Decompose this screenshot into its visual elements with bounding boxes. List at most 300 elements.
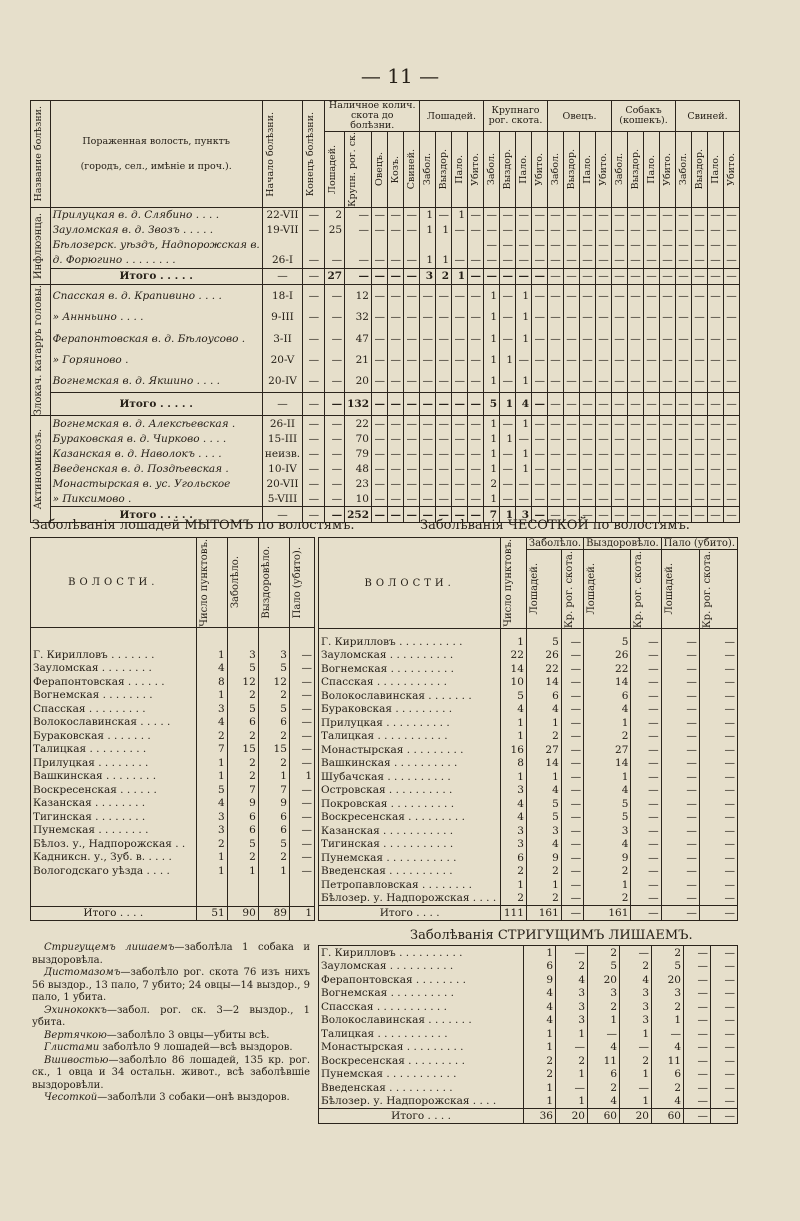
cell-g: —	[388, 416, 404, 432]
cell-empty: —	[708, 371, 724, 393]
cell-empty: —	[724, 238, 740, 253]
cell: 1	[524, 946, 556, 960]
cell-empty: —	[644, 416, 660, 432]
vol-name: Тигинская . . . . . . . . . . .	[319, 838, 501, 852]
vol-name: Казанская . . . . . . . . . . .	[319, 824, 501, 838]
header-sub	[452, 132, 468, 208]
cell: 1	[501, 770, 527, 784]
cell: 3	[652, 987, 684, 1001]
cell-cz: 1	[484, 328, 500, 349]
cell: 5	[652, 960, 684, 974]
cell-cu: —	[532, 393, 548, 416]
vol-name: Воскресенская . . . . . .	[31, 783, 197, 797]
cell: 27	[584, 743, 631, 757]
cell: 3	[526, 824, 561, 838]
cell: —	[631, 770, 661, 784]
cell-empty: —	[548, 416, 564, 432]
note	[32, 1005, 310, 1030]
ches-sub-label: Кр. рог. скота.	[563, 550, 575, 628]
cell: 2	[227, 689, 258, 703]
cell: 3	[501, 838, 527, 852]
cell-hu	[468, 238, 484, 253]
cell-empty: —	[564, 349, 580, 370]
vol-name: Спасская . . . . . . . . . . .	[319, 676, 501, 690]
cell: —	[699, 784, 737, 798]
cell-empty: —	[612, 349, 628, 370]
cell-h: —	[325, 461, 345, 476]
notes	[32, 942, 310, 1105]
cell-h: —	[325, 306, 345, 327]
start: 15-III	[262, 431, 302, 446]
place: Прилуцкая в. д. Слябино . . . .	[50, 207, 262, 223]
cell: —	[561, 676, 583, 690]
vol-name: Островская . . . . . . . . . .	[319, 784, 501, 798]
note-text: —заболѣло 86 лошадей, 135 кр. рог. ск., 1 овца и 34 остальн. живот., всѣ заболѣвшіе выздоровѣли.	[32, 1054, 310, 1091]
total-label: Итого . . . . .	[50, 507, 262, 523]
total-cell: 51	[196, 906, 227, 921]
table-row	[31, 864, 315, 878]
cell: 7	[258, 783, 289, 797]
cell-empty: —	[692, 223, 708, 238]
total-row	[31, 906, 315, 921]
cell: —	[631, 730, 661, 744]
cell-empty: —	[612, 416, 628, 432]
header-sub-label: Выздор.	[566, 149, 577, 190]
start: 26-II	[262, 416, 302, 432]
cell-cv: 1	[500, 431, 516, 446]
cell-s: —	[372, 223, 388, 238]
cell: —	[699, 716, 737, 730]
cell: 10	[501, 676, 527, 690]
cell-empty: —	[548, 431, 564, 446]
cell-hp: 1	[452, 207, 468, 223]
header-sub-label: Пало.	[518, 155, 529, 184]
total-row	[319, 906, 738, 921]
cell: —	[661, 770, 699, 784]
header-sub	[660, 132, 676, 208]
cell: 6	[258, 716, 289, 730]
cell-cu: —	[532, 476, 548, 491]
cell-cv: —	[500, 268, 516, 284]
vol-name: Г. Кирилловъ . . . . . . . . . .	[319, 635, 501, 649]
cell-g: —	[388, 476, 404, 491]
page-number: — 11 —	[360, 64, 440, 88]
total-row	[31, 393, 740, 416]
cell-empty: —	[580, 393, 596, 416]
total-cell: 1	[289, 906, 314, 921]
cell: 5	[196, 783, 227, 797]
cell-empty: —	[612, 223, 628, 238]
cell: 5	[258, 837, 289, 851]
table-row	[319, 797, 738, 811]
cell-cv: —	[500, 416, 516, 432]
cell-c: —	[345, 207, 372, 223]
vol-name: Волокославинская . . . . .	[31, 716, 197, 730]
cell: 3	[620, 1014, 652, 1028]
cell-empty: —	[676, 268, 692, 284]
cell-empty: —	[660, 507, 676, 523]
cell-c: 10	[345, 491, 372, 507]
cell: —	[561, 838, 583, 852]
cell: 27	[526, 743, 561, 757]
header-sheep: Овецъ.	[548, 101, 612, 132]
cell: —	[684, 960, 711, 974]
vol-name: Монастырская . . . . . . . . .	[319, 1041, 524, 1055]
cell-h: —	[325, 371, 345, 393]
cell-empty: —	[724, 446, 740, 461]
cell-g: —	[388, 268, 404, 284]
cell: —	[631, 892, 661, 906]
cell-hu: —	[468, 491, 484, 507]
vol-name: Введенская . . . . . . . . . .	[319, 1081, 524, 1095]
cell-g: —	[388, 223, 404, 238]
cell-cu: —	[532, 306, 548, 327]
cell-hu: —	[468, 446, 484, 461]
cell: —	[710, 1041, 737, 1055]
cell: 1	[196, 756, 227, 770]
header-avail-sub	[325, 132, 345, 208]
vol-name: Пунемская . . . . . . . .	[31, 824, 197, 838]
cell-c: 20	[345, 371, 372, 393]
cell-s: —	[372, 393, 388, 416]
cell: 3	[556, 987, 588, 1001]
header-sub	[548, 132, 564, 208]
cell: —	[699, 743, 737, 757]
cell-empty: —	[564, 476, 580, 491]
cell-empty: —	[564, 284, 580, 306]
cell: 5	[227, 702, 258, 716]
cell-empty: —	[676, 328, 692, 349]
cell-empty: —	[660, 431, 676, 446]
cell-empty: —	[564, 253, 580, 269]
cell-cv: 1	[500, 349, 516, 370]
cell: 2	[258, 729, 289, 743]
cell: 22	[526, 662, 561, 676]
cell-cz: 1	[484, 416, 500, 432]
cell: —	[289, 689, 314, 703]
cell-p: —	[404, 306, 420, 327]
cell-cp: —	[516, 349, 532, 370]
cell-empty: —	[708, 461, 724, 476]
table-row	[31, 238, 740, 253]
cell-s: —	[372, 253, 388, 269]
cell-c: 23	[345, 476, 372, 491]
cell: 4	[524, 987, 556, 1001]
cell-cz: 5	[484, 393, 500, 416]
myt-header-count: Число пунктовъ.	[198, 538, 210, 627]
note	[32, 1092, 310, 1105]
cell-c: —	[345, 253, 372, 269]
cell-empty: —	[692, 491, 708, 507]
header-sub-label: Убито.	[534, 152, 545, 186]
cell: —	[710, 1014, 737, 1028]
cell-cp: 1	[516, 306, 532, 327]
cell: 2	[588, 1000, 620, 1014]
cell: —	[699, 838, 737, 852]
cell: —	[631, 662, 661, 676]
cell-empty: —	[708, 284, 724, 306]
cell: 4	[524, 1000, 556, 1014]
table-row	[31, 446, 740, 461]
cell-hv: 2	[436, 268, 452, 284]
cell-empty: —	[548, 207, 564, 223]
cell: —	[661, 784, 699, 798]
cell: —	[661, 689, 699, 703]
cell-empty: —	[724, 349, 740, 370]
cell: —	[684, 1095, 711, 1109]
cell-empty: —	[692, 476, 708, 491]
note-name: Вшивостью	[44, 1054, 109, 1066]
cell-empty: —	[596, 416, 612, 432]
cell: —	[699, 878, 737, 892]
cell: —	[699, 892, 737, 906]
table-row	[319, 1095, 738, 1109]
header-sub	[484, 132, 500, 208]
start: 10-IV	[262, 461, 302, 476]
header-sub	[500, 132, 516, 208]
note-text: —заболѣло 3 овцы—убиты всѣ.	[106, 1029, 270, 1041]
cell-hp: —	[452, 446, 468, 461]
table-row	[319, 784, 738, 798]
cell: —	[661, 716, 699, 730]
cell-empty: —	[676, 431, 692, 446]
cell-empty: —	[724, 268, 740, 284]
cell: 6	[258, 810, 289, 824]
cell: 6	[501, 851, 527, 865]
lishay-table	[318, 945, 738, 1124]
cell: —	[661, 878, 699, 892]
cell: —	[561, 770, 583, 784]
total-label: Итого . . . . .	[50, 268, 262, 284]
cell: —	[556, 946, 588, 960]
cell: 6	[227, 810, 258, 824]
cell-p: —	[404, 268, 420, 284]
header-sub-label: Убито.	[662, 152, 673, 186]
end: —	[303, 223, 325, 238]
cell-g: —	[388, 306, 404, 327]
cell-cv: —	[500, 371, 516, 393]
cell-c: 132	[345, 393, 372, 416]
cell-empty: —	[708, 507, 724, 523]
cell-c: 12	[345, 284, 372, 306]
end: —	[303, 446, 325, 461]
cell: 2	[526, 730, 561, 744]
cell-hv: —	[436, 306, 452, 327]
cell-cz: 1	[484, 306, 500, 327]
end: —	[303, 491, 325, 507]
cell-empty: —	[564, 507, 580, 523]
table-row	[31, 371, 740, 393]
cell-empty: —	[628, 416, 644, 432]
cell-h	[325, 238, 345, 253]
cell: —	[684, 946, 711, 960]
cell-empty: —	[708, 491, 724, 507]
cell: 9	[227, 797, 258, 811]
ches-sub-label: Лошадей.	[528, 563, 540, 615]
cell-cv: —	[500, 284, 516, 306]
cell-empty: —	[612, 207, 628, 223]
cell-empty: —	[628, 207, 644, 223]
cell: —	[699, 689, 737, 703]
place: Бѣлозерск. уѣздъ, Надпорожская в.	[50, 238, 262, 253]
cell: 2	[556, 960, 588, 974]
vol-name: Вогнемская . . . . . . . . . .	[319, 987, 524, 1001]
cell-empty: —	[596, 207, 612, 223]
total-cell: —	[561, 906, 583, 921]
cell-empty: —	[692, 431, 708, 446]
cell: —	[561, 811, 583, 825]
cell: —	[699, 811, 737, 825]
cell: 2	[526, 865, 561, 879]
cell-cu: —	[532, 349, 548, 370]
disease-name	[31, 207, 51, 284]
cell: 14	[526, 757, 561, 771]
cell: 6	[258, 824, 289, 838]
cell: 4	[588, 1095, 620, 1109]
cell-cz: 1	[484, 446, 500, 461]
cell-s	[372, 238, 388, 253]
cell: —	[684, 1014, 711, 1028]
ches-header-rec: Выздоровѣло.	[584, 538, 662, 550]
cell: 8	[196, 675, 227, 689]
cell-cv: —	[500, 207, 516, 223]
cell-hv: —	[436, 461, 452, 476]
cell-hu: —	[468, 207, 484, 223]
cell: —	[631, 689, 661, 703]
header-sub	[580, 132, 596, 208]
cell-empty: —	[644, 328, 660, 349]
header-start: Начало болѣзни.	[264, 111, 276, 197]
ches-header-dead: Пало (убито).	[661, 538, 737, 550]
cell: 12	[227, 675, 258, 689]
cell-empty: —	[580, 284, 596, 306]
table-row	[319, 865, 738, 879]
cell-empty: —	[660, 371, 676, 393]
table-row	[319, 676, 738, 690]
cell-hz: —	[420, 349, 436, 370]
cell: 2	[652, 946, 684, 960]
cell: —	[289, 675, 314, 689]
end: —	[303, 371, 325, 393]
cell-cp: —	[516, 223, 532, 238]
cell-hz: —	[420, 491, 436, 507]
cell-empty: —	[724, 476, 740, 491]
cell-empty: —	[644, 253, 660, 269]
header-sub	[420, 132, 436, 208]
cell: 4	[196, 797, 227, 811]
cell-empty: —	[660, 268, 676, 284]
cell-hp: —	[452, 431, 468, 446]
cell-hv: —	[436, 371, 452, 393]
cell: —	[289, 783, 314, 797]
cell-cv: —	[500, 306, 516, 327]
cell: —	[684, 987, 711, 1001]
cell-cz: —	[484, 223, 500, 238]
cell-cz: —	[484, 253, 500, 269]
cell: 16	[501, 743, 527, 757]
cell: 20	[652, 973, 684, 987]
note	[32, 1042, 310, 1055]
cell-empty: —	[724, 207, 740, 223]
cell-empty: —	[596, 268, 612, 284]
cell-empty: —	[564, 431, 580, 446]
cell: 2	[258, 756, 289, 770]
cell-hv: 1	[436, 223, 452, 238]
cell-p: —	[404, 393, 420, 416]
cell: —	[661, 757, 699, 771]
cell-empty: —	[692, 393, 708, 416]
cell-h: —	[325, 393, 345, 416]
cell-hu: —	[468, 284, 484, 306]
cell-empty: —	[708, 238, 724, 253]
cell-cu: —	[532, 238, 548, 253]
vol-name: Зауломская . . . . . . . .	[31, 662, 197, 676]
table-row	[31, 729, 315, 743]
cell-empty: —	[660, 253, 676, 269]
cell-empty: —	[708, 253, 724, 269]
cell-s: —	[372, 371, 388, 393]
cell-h: —	[325, 431, 345, 446]
cell-cv: —	[500, 328, 516, 349]
cell-s: —	[372, 416, 388, 432]
cell-empty: —	[612, 393, 628, 416]
vol-name: Спасская . . . . . . . . . . .	[319, 1000, 524, 1014]
cell: —	[661, 662, 699, 676]
header-sub	[612, 132, 628, 208]
cell: —	[661, 649, 699, 663]
cell-hp: —	[452, 393, 468, 416]
table-row	[31, 223, 740, 238]
cell-empty: —	[676, 461, 692, 476]
cell: —	[710, 960, 737, 974]
cell: 2	[584, 865, 631, 879]
cell: 2	[227, 770, 258, 784]
cell-s: —	[372, 491, 388, 507]
note-name: Чесоткой	[44, 1092, 98, 1103]
vol-name: Спасская . . . . . . . . .	[31, 702, 197, 716]
header-pigs: Свиней.	[676, 101, 740, 132]
cell: —	[561, 797, 583, 811]
table-row	[319, 757, 738, 771]
cell-empty: —	[660, 238, 676, 253]
header-avail-sub-label: Овецъ.	[374, 152, 385, 187]
myt-header-dead: Пало (убито).	[291, 546, 303, 619]
cell-empty: —	[692, 268, 708, 284]
header-sub-label: Пало.	[582, 155, 593, 184]
cell-empty: —	[612, 491, 628, 507]
ches-sub-label: Лошадей.	[663, 563, 675, 615]
cell-cp: 3	[516, 507, 532, 523]
vol-name: Вологодскаго уѣзда . . . .	[31, 864, 197, 878]
cell: 3	[620, 1000, 652, 1014]
vol-name: Шубачская . . . . . . . . . .	[319, 770, 501, 784]
table-row	[31, 328, 740, 349]
cell-empty: —	[596, 238, 612, 253]
myt-header-vol: ВОЛОСТИ.	[31, 538, 197, 628]
cell: 6	[584, 689, 631, 703]
vol-name: Кадниксн. у., Зуб. в. . . . .	[31, 851, 197, 865]
cell-empty: —	[596, 328, 612, 349]
cell-empty: —	[612, 431, 628, 446]
cell-empty: —	[596, 284, 612, 306]
cell-empty: —	[628, 476, 644, 491]
cell: 1	[227, 864, 258, 878]
note	[32, 942, 310, 967]
table-row	[319, 1041, 738, 1055]
cell-empty: —	[596, 349, 612, 370]
cell-empty: —	[580, 431, 596, 446]
vol-name: Ферапонтовская . . . . . .	[31, 675, 197, 689]
